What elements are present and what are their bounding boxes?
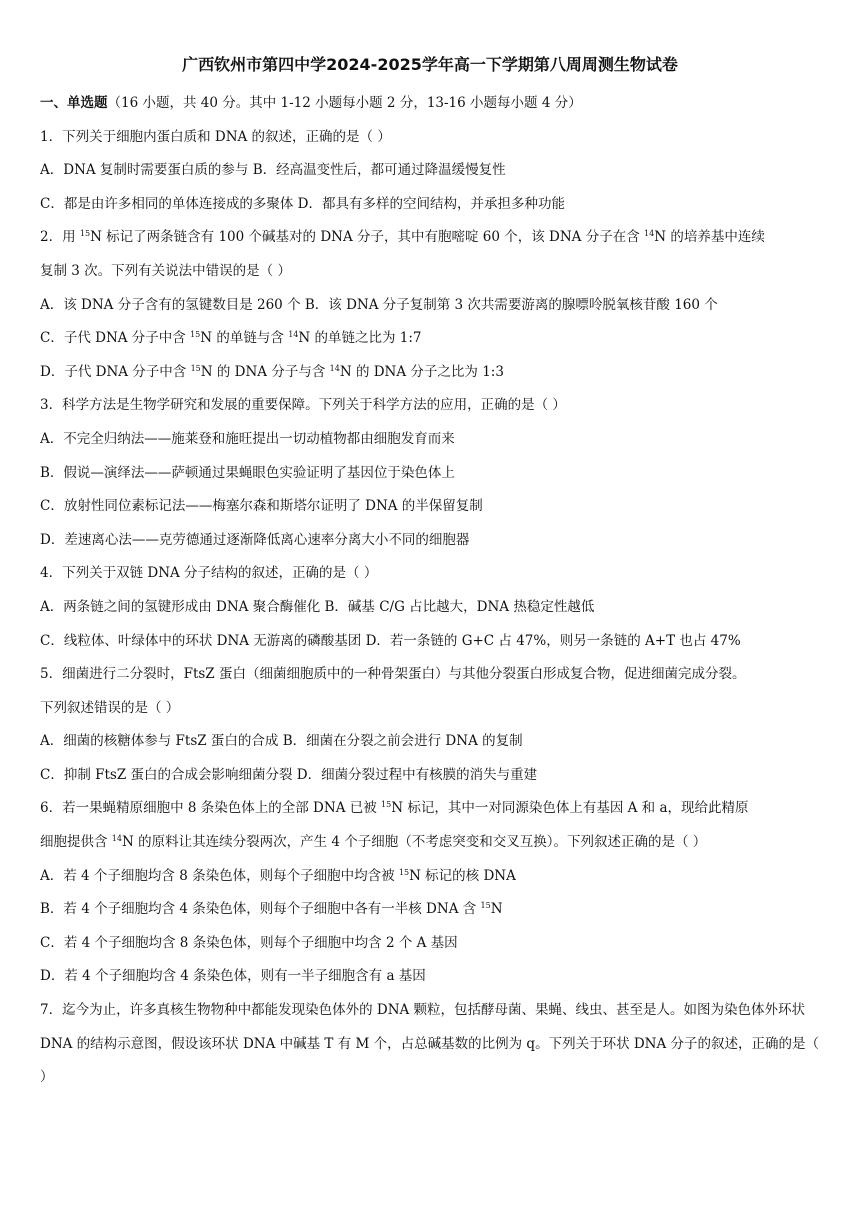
question-6-option-d: D．若 4 个子细胞均含 4 条染色体，则有一半子细胞含有 a 基因: [40, 968, 426, 985]
question-5-stem-cont: 下列叙述错误的是（ ）: [40, 699, 180, 716]
question-3-stem: 3．科学方法是生物学研究和发展的重要保障。下列关于科学方法的应用，正确的是（ ）: [40, 397, 566, 414]
superscript: 15: [480, 901, 491, 911]
section-label: 一、单选题: [40, 95, 108, 111]
superscript: 15: [381, 800, 392, 810]
text-run: N 的单链与含: [200, 330, 289, 347]
question-2-option-c: [40, 322, 824, 356]
question-3-option-c: C．放射性同位素标记法——梅塞尔森和斯塔尔证明了 DNA 的半保留复制: [40, 498, 483, 515]
text-run: N 标记了两条链含有 100 个碱基对的 DNA 分子，其中有胞嘧啶 60 个，该 DNA 分子在含: [90, 229, 645, 246]
superscript: 14: [329, 363, 340, 373]
superscript: 14: [111, 834, 122, 844]
question-6-option-b: [40, 893, 824, 927]
superscript: 15: [79, 229, 91, 239]
text-run: 2．用: [40, 229, 80, 246]
text-run: N 的 DNA 分子与含: [200, 363, 330, 380]
question-2-stem: [40, 221, 824, 255]
question-1-stem: 1．下列关于细胞内蛋白质和 DNA 的叙述，正确的是（ ）: [40, 128, 391, 145]
text-run: D．子代 DNA 分子中含: [40, 363, 191, 380]
text-run: N 的培养基中连续: [654, 229, 765, 246]
exam-content: [40, 87, 824, 1095]
text-run: A．若 4 个子细胞均含 8 条染色体，则每个子细胞中均含被: [40, 867, 399, 884]
page-title: 广西钦州市第四中学2024-2025学年高一下学期第八周周测生物试卷: [182, 55, 678, 74]
question-2-stem-cont: 复制 3 次。下列有关说法中错误的是（ ）: [40, 262, 291, 279]
text-run: N: [490, 901, 503, 918]
question-4-options-cd: C．线粒体、叶绿体中的环状 DNA 无游离的磷酸基团 D．若一条链的 G+C 占 47%，则另一条链的 A+T 也占 47%: [40, 632, 741, 649]
question-2-options-ab: A．该 DNA 分子含有的氢键数目是 260 个 B．该 DNA 分子复制第 3 次共需要游离的腺嘌呤脱氧核苷酸 160 个: [40, 296, 718, 313]
question-5-options-ab: A．细菌的核糖体参与 FtsZ 蛋白的合成 B．细菌在分裂之前会进行 DNA 的复制: [40, 733, 523, 750]
superscript: 15: [190, 363, 201, 373]
text-run: B．若 4 个子细胞均含 4 条染色体，则每个子细胞中各有一半核 DNA 含: [40, 901, 481, 918]
question-4-options-ab: A．两条链之间的氢键形成由 DNA 聚合酶催化 B．碱基 C/G 占比越大，DNA 热稳定性越低: [40, 598, 595, 615]
section-heading: [40, 87, 824, 121]
superscript: 15: [190, 330, 201, 340]
question-6-stem: [40, 792, 824, 826]
text-run: N 标记，其中一对同源染色体上有基因 A 和 a，现给此精原: [391, 800, 749, 817]
superscript: 15: [398, 867, 410, 877]
text-run: 6．若一果蝇精原细胞中 8 条染色体上的全部 DNA 已被: [40, 800, 382, 817]
text-run: N 的原料让其连续分裂两次，产生 4 个子细胞（不考虑突变和交叉互换）。下列叙述正确的是（ ）: [121, 834, 707, 851]
question-1-options-ab: A．DNA 复制时需要蛋白质的参与 B．经高温变性后，都可通过降温缓慢复性: [40, 162, 506, 179]
question-3-option-b: B．假说—演绎法——萨顿通过果蝇眼色实验证明了基因位于染色体上: [40, 464, 455, 481]
question-5-options-cd: C．抑制 FtsZ 蛋白的合成会影响细菌分裂 D．细菌分裂过程中有核膜的消失与重建: [40, 766, 538, 783]
question-6-option-a: [40, 860, 824, 894]
question-2-option-d: [40, 356, 824, 390]
superscript: 14: [644, 229, 655, 239]
question-1-options-cd: C．都是由许多相同的单体连接成的多聚体 D．都具有多样的空间结构，并承担多种功能: [40, 195, 565, 212]
text-run: N 标记的核 DNA: [409, 867, 516, 884]
question-5-stem: 5．细菌进行二分裂时，FtsZ 蛋白（细菌细胞质中的一种骨架蛋白）与其他分裂蛋白形成复合物，促进细菌完成分裂。: [40, 666, 746, 683]
question-3-option-a: A．不完全归纳法——施莱登和施旺提出一切动植物都由细胞发育而来: [40, 430, 455, 447]
question-4-stem: 4．下列关于双链 DNA 分子结构的叙述，正确的是（ ）: [40, 565, 378, 582]
text-run: N 的单链之比为 1:7: [298, 330, 422, 347]
question-7-stem: 7．迄今为止，许多真核生物物种中都能发现染色体外的 DNA 颗粒，包括酵母菌、果蝇、线虫、甚至是人。如图为染色体外环状 DNA 的结构示意图，假设该环状 DNA 中碱基 T 有 M 个，占总碱基数的比例为 q。下列关于环状 DNA 分子的叙述，正确的是（ ）: [40, 1002, 820, 1086]
text-run: N 的 DNA 分子之比为 1:3: [339, 363, 504, 380]
text-run: C．子代 DNA 分子中含: [40, 330, 191, 347]
section-note: （16 小题，共 40 分。其中 1-12 小题每小题 2 分，13-16 小题每小题 4 分）: [107, 95, 582, 111]
question-3-option-d: D．差速离心法——克劳德通过逐渐降低离心速率分离大小不同的细胞器: [40, 531, 470, 548]
question-6-option-c: C．若 4 个子细胞均含 8 条染色体，则每个子细胞中均含 2 个 A 基因: [40, 934, 458, 951]
text-run: 细胞提供含: [40, 834, 112, 851]
superscript: 14: [288, 330, 299, 340]
question-6-stem-cont: [40, 826, 824, 860]
